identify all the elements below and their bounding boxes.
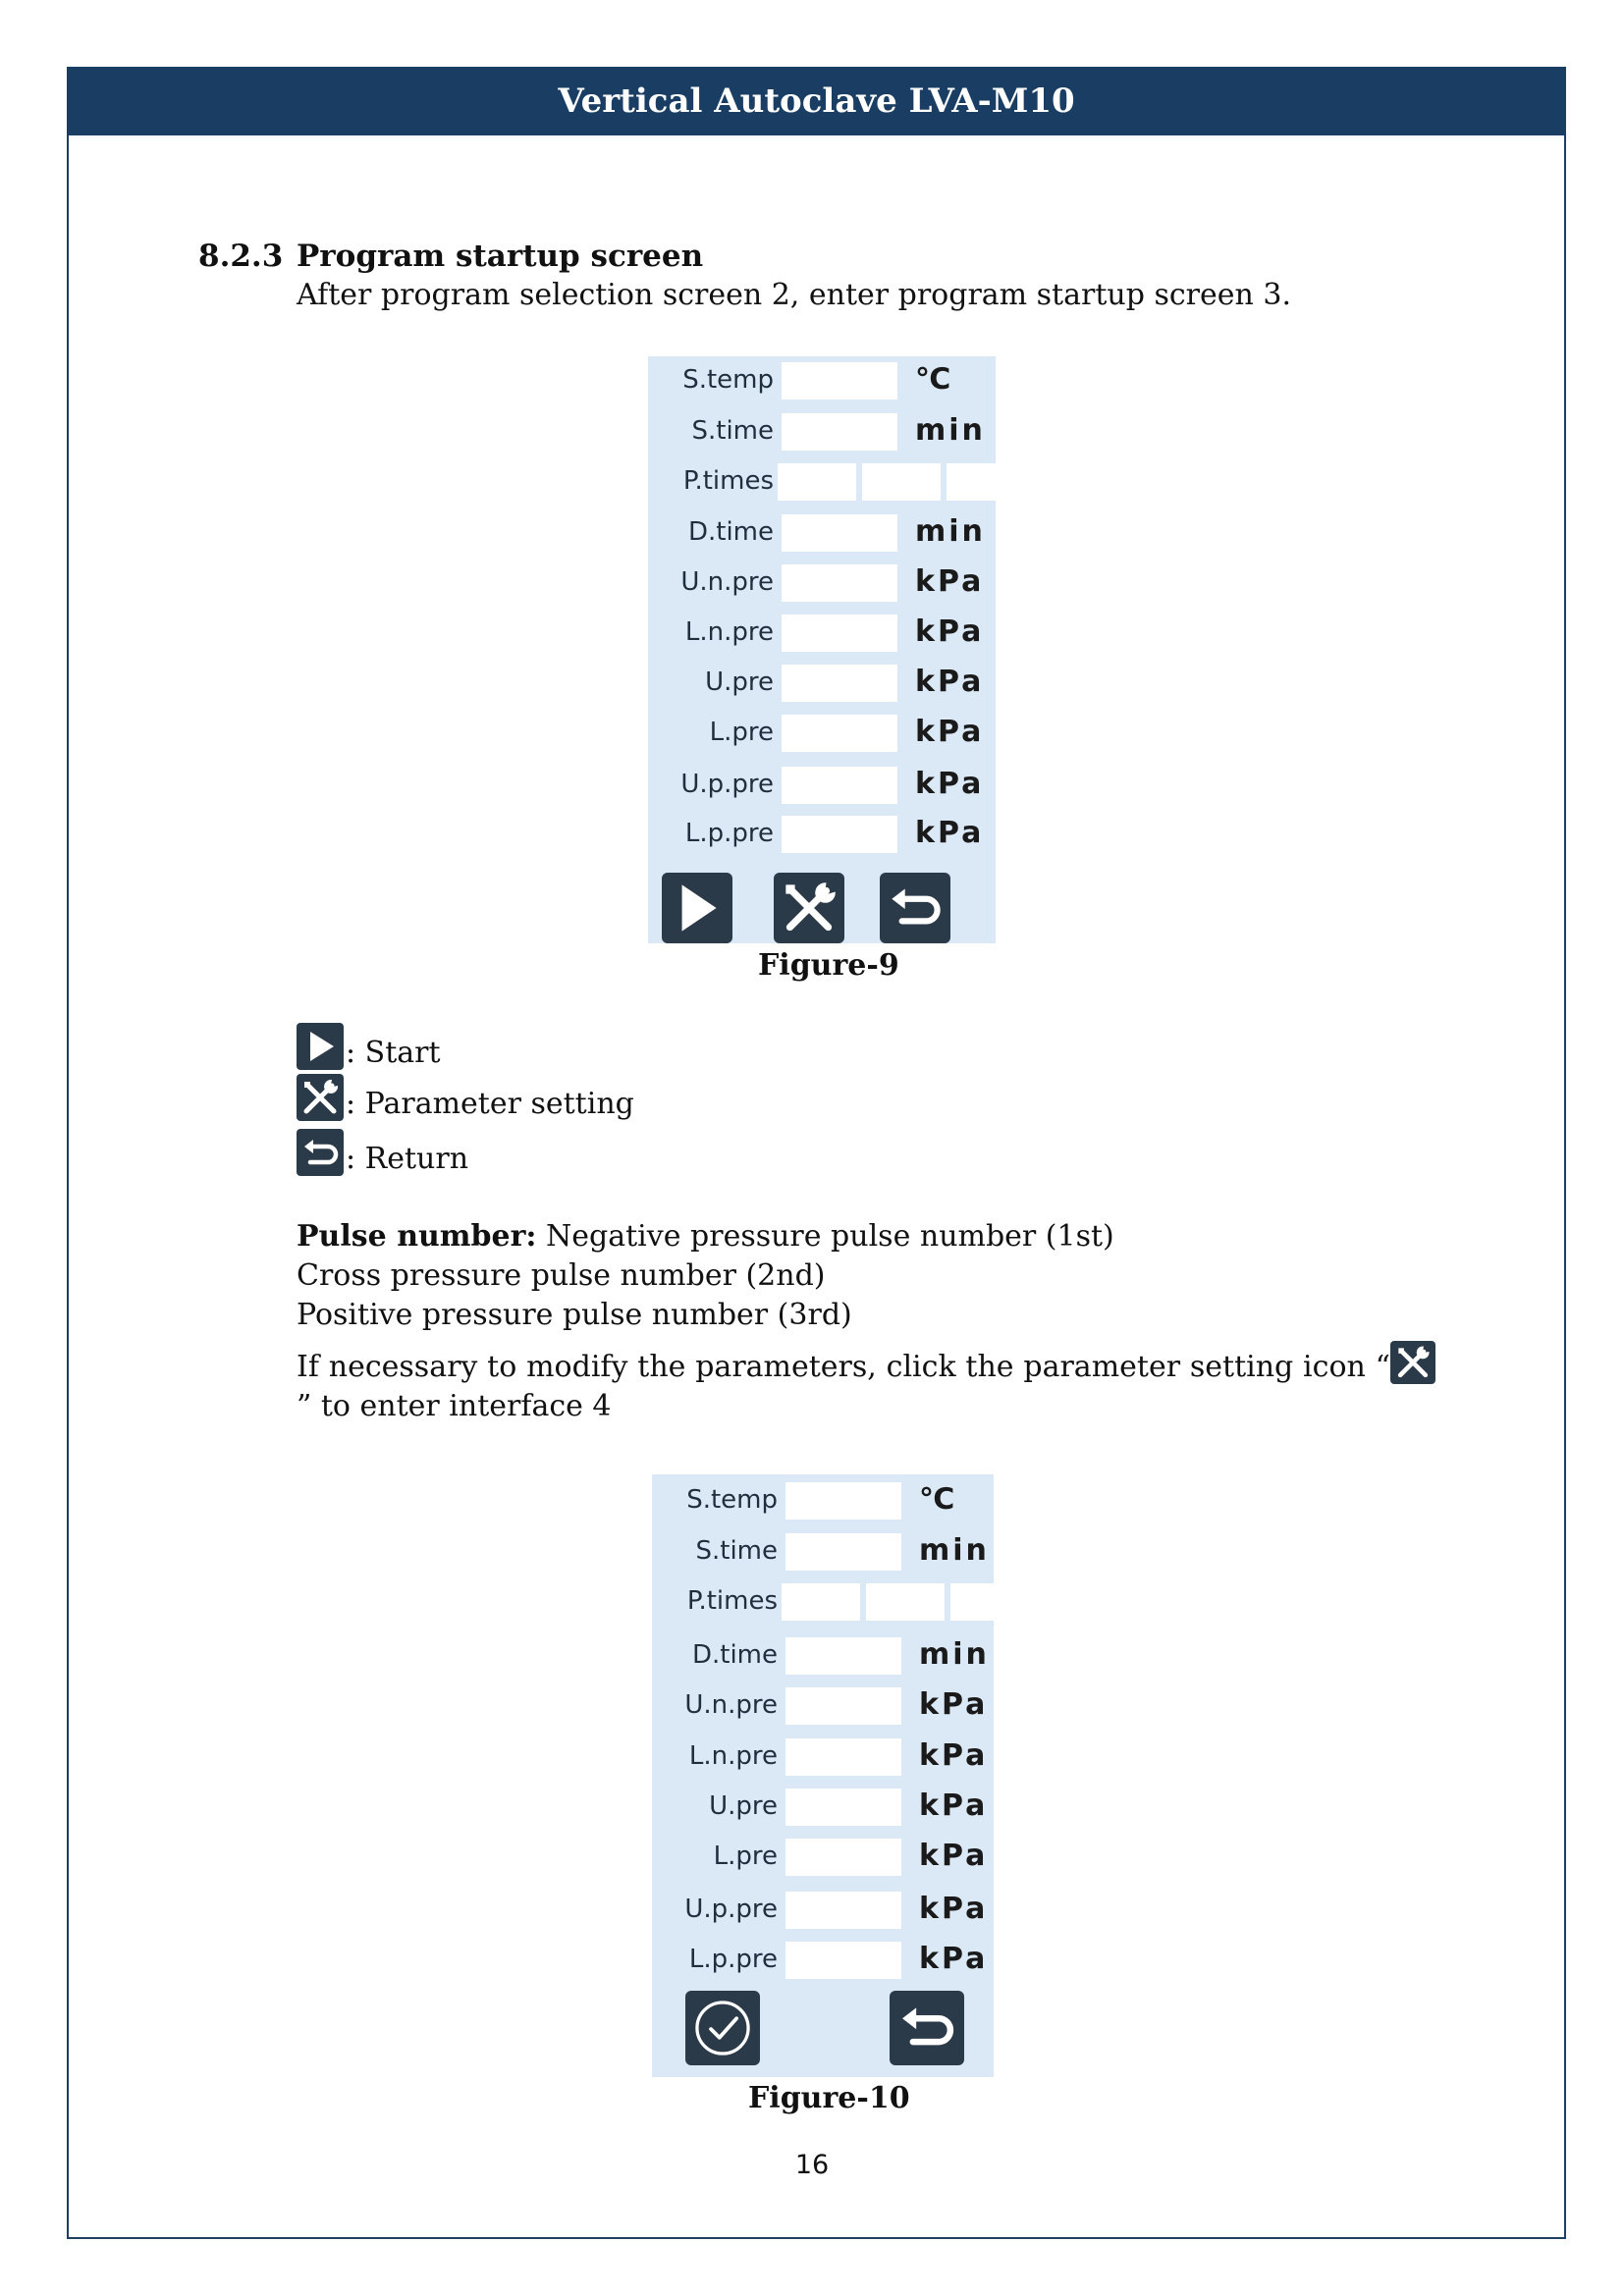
row-label: L.p.pre: [684, 819, 774, 848]
unit-label: min: [919, 1637, 990, 1672]
panel-row-s-time: [648, 411, 996, 451]
row-label: U.n.pre: [680, 567, 774, 597]
pulse-line-3: Positive pressure pulse number (3rd): [297, 1298, 852, 1332]
return-button[interactable]: [880, 873, 950, 943]
unit-label: kPa: [919, 1942, 989, 1976]
value-field[interactable]: [782, 665, 897, 702]
row-label: S.time: [695, 1536, 778, 1566]
legend-start-text: : Start: [346, 1036, 441, 1070]
pulse-count-field-2[interactable]: [862, 463, 941, 501]
unit-label: kPa: [915, 564, 985, 599]
pulse-count-field-1[interactable]: [778, 463, 856, 501]
return-icon: [297, 1129, 344, 1176]
panel-row-u-pre: [648, 663, 996, 702]
row-label: S.time: [691, 416, 774, 446]
modify-instruction: [297, 1341, 1435, 1426]
pulse-line-1-text: Negative pressure pulse number (1st): [536, 1219, 1114, 1254]
tools-icon: [774, 873, 844, 943]
value-field[interactable]: [785, 1892, 901, 1929]
tools-icon: [297, 1074, 344, 1121]
unit-label: kPa: [915, 767, 985, 801]
row-label: U.p.pre: [684, 1895, 778, 1924]
legend-parameter-setting-text: : Parameter setting: [346, 1087, 634, 1121]
value-field[interactable]: [782, 767, 897, 804]
figure-9-caption: Figure-9: [758, 948, 899, 983]
unit-label: kPa: [919, 1687, 989, 1722]
check-circle-icon: [685, 1991, 760, 2065]
pulse-count-field-3[interactable]: [947, 463, 996, 501]
pulse-line-1: [297, 1219, 1114, 1254]
row-label: U.pre: [709, 1791, 778, 1821]
row-label: L.pre: [709, 718, 774, 747]
unit-label: kPa: [915, 665, 985, 699]
figure-10-caption: Figure-10: [748, 2081, 910, 2115]
row-label: S.temp: [682, 365, 774, 395]
value-field[interactable]: [785, 1738, 901, 1776]
unit-label: kPa: [915, 816, 985, 850]
unit-label: min: [919, 1533, 990, 1568]
start-button[interactable]: [662, 873, 732, 943]
pulse-label: Pulse number:: [297, 1219, 537, 1254]
panel-row-s-time: [652, 1531, 994, 1571]
value-field[interactable]: [785, 1942, 901, 1979]
value-field[interactable]: [782, 514, 897, 552]
unit-label: kPa: [915, 715, 985, 749]
pulse-count-field-1[interactable]: [782, 1583, 860, 1621]
value-field[interactable]: [782, 614, 897, 652]
section-intro: After program selection screen 2, enter program startup screen 3.: [297, 278, 1291, 312]
panel-row-u-n-pre: [648, 562, 996, 602]
legend-start: [297, 1023, 441, 1070]
page-header: [67, 67, 1566, 135]
legend-return-text: : Return: [346, 1142, 469, 1176]
panel-row-l-p-pre: [648, 814, 996, 853]
unit-label: kPa: [919, 1738, 989, 1773]
modify-text-before: If necessary to modify the parameters, click the parameter setting icon “: [297, 1350, 1390, 1384]
return-icon: [890, 1991, 964, 2065]
value-field[interactable]: [785, 1687, 901, 1725]
panel-row-d-time: [648, 512, 996, 552]
play-icon: [297, 1023, 344, 1070]
confirm-button[interactable]: [685, 1991, 760, 2065]
section-number: 8.2.3: [198, 239, 284, 274]
unit-label: kPa: [919, 1839, 989, 1873]
panel-row-s-temp: [652, 1480, 994, 1520]
panel-row-l-n-pre: [652, 1736, 994, 1776]
row-label: L.n.pre: [684, 617, 774, 647]
panel-row-u-p-pre: [652, 1890, 994, 1929]
unit-label: kPa: [919, 1789, 989, 1823]
row-label: S.temp: [686, 1485, 778, 1515]
row-label: L.p.pre: [688, 1945, 778, 1974]
legend-return: [297, 1129, 468, 1176]
row-label: D.time: [687, 517, 774, 547]
tools-icon: [1390, 1341, 1435, 1384]
panel-row-s-temp: [648, 360, 996, 400]
panel-row-l-p-pre: [652, 1940, 994, 1979]
value-field[interactable]: [785, 1482, 901, 1520]
row-label: D.time: [691, 1640, 778, 1670]
panel-row-l-n-pre: [648, 613, 996, 652]
section-title: Program startup screen: [297, 239, 704, 274]
pulse-count-field-2[interactable]: [866, 1583, 945, 1621]
return-icon: [880, 873, 950, 943]
row-label: L.n.pre: [688, 1741, 778, 1771]
panel-row-l-pre: [652, 1837, 994, 1876]
unit-label: min: [915, 413, 986, 448]
row-label: P.times: [682, 466, 774, 496]
startup-screen-panel: [648, 356, 996, 943]
value-field[interactable]: [782, 362, 897, 400]
unit-label: ℃: [919, 1482, 958, 1517]
return-button[interactable]: [890, 1991, 964, 2065]
pulse-line-2: Cross pressure pulse number (2nd): [297, 1258, 826, 1293]
value-field[interactable]: [785, 1789, 901, 1826]
legend-parameter-setting: [297, 1074, 634, 1121]
modify-text-after: ” to enter interface 4: [297, 1389, 612, 1423]
page-number: 16: [794, 2150, 830, 2180]
row-label: U.pre: [705, 667, 774, 697]
value-field[interactable]: [782, 564, 897, 602]
value-field[interactable]: [785, 1533, 901, 1571]
value-field[interactable]: [782, 715, 897, 752]
pulse-count-field-3[interactable]: [950, 1583, 994, 1621]
value-field[interactable]: [782, 413, 897, 451]
row-label: L.pre: [713, 1842, 778, 1871]
unit-label: ℃: [915, 362, 954, 397]
panel-row-p-times: [652, 1581, 994, 1621]
value-field[interactable]: [782, 816, 897, 853]
unit-label: min: [915, 514, 986, 549]
unit-label: kPa: [915, 614, 985, 649]
unit-label: kPa: [919, 1892, 989, 1926]
value-field[interactable]: [785, 1637, 901, 1675]
panel-row-l-pre: [648, 713, 996, 752]
play-icon: [662, 873, 732, 943]
row-label: U.n.pre: [684, 1690, 778, 1720]
row-label: P.times: [686, 1586, 778, 1616]
panel-row-u-p-pre: [648, 765, 996, 804]
parameter-screen-panel: [652, 1474, 994, 2077]
panel-row-u-n-pre: [652, 1685, 994, 1725]
panel-row-p-times: [648, 461, 996, 501]
row-label: U.p.pre: [680, 770, 774, 799]
header-title: Vertical Autoclave LVA-M10: [558, 81, 1075, 121]
value-field[interactable]: [785, 1839, 901, 1876]
panel-row-u-pre: [652, 1787, 994, 1826]
parameter-setting-button[interactable]: [774, 873, 844, 943]
panel-row-d-time: [652, 1635, 994, 1675]
